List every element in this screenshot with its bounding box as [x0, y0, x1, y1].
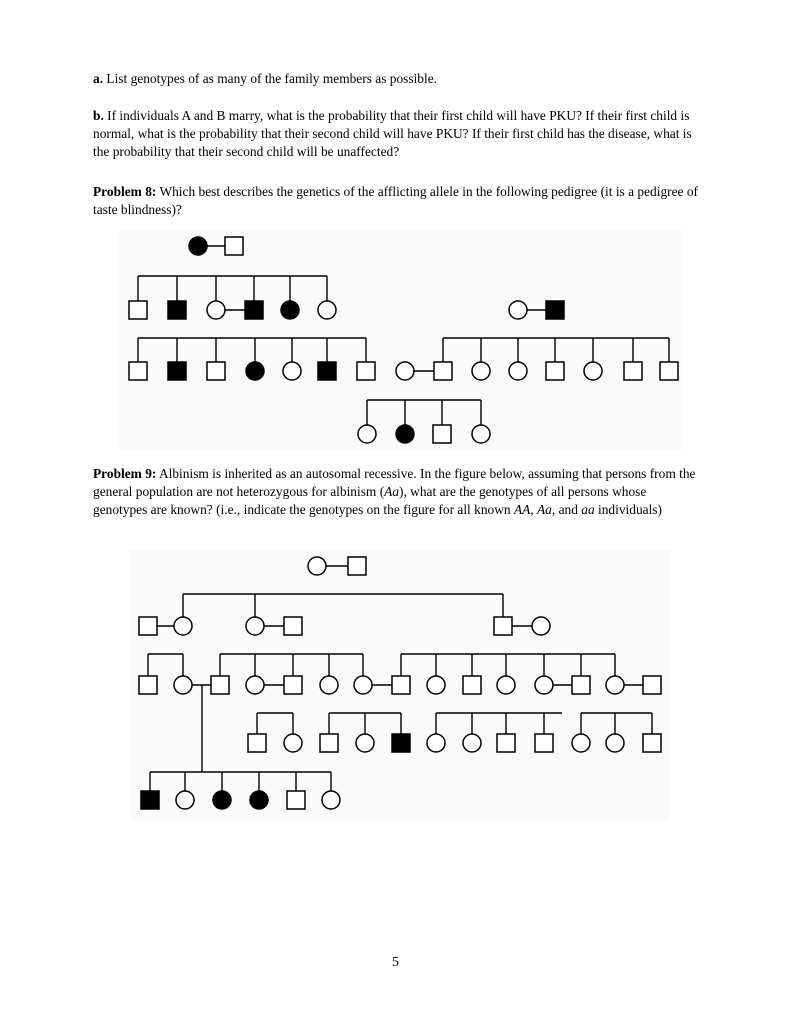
- problem-8-text: Which best describes the genetics of the afflicting allele in the following pedigree (it is a pedigree of taste blindness)?: [93, 184, 699, 217]
- affected-female-symbol: [396, 425, 414, 443]
- pedigree-9-svg: [130, 550, 670, 820]
- unaffected-female-symbol: [308, 557, 326, 575]
- genotype-aa: aa: [581, 502, 595, 517]
- unaffected-male-symbol: [139, 676, 157, 694]
- problem-8-label: Problem 8:: [93, 184, 157, 199]
- unaffected-male-symbol: [624, 362, 642, 380]
- unaffected-male-symbol: [284, 676, 302, 694]
- problem-9-text-2: ), what are the genotypes of all persons whose genotypes are known? (i.e., indicate the genotypes on the figure for all known: [93, 484, 647, 517]
- pedigree-8-svg: [118, 230, 683, 450]
- unaffected-male-symbol: [433, 425, 451, 443]
- unaffected-female-symbol: [322, 791, 340, 809]
- unaffected-male-symbol: [211, 676, 229, 694]
- affected-male-symbol: [546, 301, 564, 319]
- problem-8: [93, 183, 703, 219]
- unaffected-female-symbol: [207, 301, 225, 319]
- affected-male-symbol: [141, 791, 159, 809]
- unaffected-female-symbol: [283, 362, 301, 380]
- problem-9-label: Problem 9:: [93, 466, 157, 481]
- unaffected-female-symbol: [246, 676, 264, 694]
- unaffected-female-symbol: [497, 676, 515, 694]
- unaffected-female-symbol: [472, 425, 490, 443]
- problem-9-text-1: Albinism is inherited as an autosomal recessive. In the figure below, assuming that persons from the general population are not heterozygous for albinism (: [93, 466, 696, 499]
- affected-female-symbol: [246, 362, 264, 380]
- unaffected-female-symbol: [606, 676, 624, 694]
- question-b-label: b.: [93, 108, 104, 123]
- unaffected-male-symbol: [287, 791, 305, 809]
- unaffected-female-symbol: [174, 617, 192, 635]
- unaffected-female-symbol: [356, 734, 374, 752]
- question-a: [93, 70, 703, 88]
- unaffected-male-symbol: [572, 676, 590, 694]
- unaffected-male-symbol: [348, 557, 366, 575]
- affected-male-symbol: [168, 301, 186, 319]
- problem-9: [93, 465, 703, 519]
- unaffected-male-symbol: [129, 362, 147, 380]
- pedigree-figure-9: [130, 550, 670, 820]
- pedigree-figure-8: [118, 230, 683, 450]
- unaffected-male-symbol: [207, 362, 225, 380]
- affected-female-symbol: [189, 237, 207, 255]
- affected-male-symbol: [168, 362, 186, 380]
- unaffected-female-symbol: [176, 791, 194, 809]
- separator: , and: [551, 502, 582, 517]
- unaffected-female-symbol: [318, 301, 336, 319]
- unaffected-female-symbol: [532, 617, 550, 635]
- unaffected-male-symbol: [357, 362, 375, 380]
- unaffected-female-symbol: [463, 734, 481, 752]
- unaffected-female-symbol: [284, 734, 302, 752]
- affected-female-symbol: [250, 791, 268, 809]
- unaffected-male-symbol: [284, 617, 302, 635]
- unaffected-female-symbol: [427, 676, 445, 694]
- unaffected-male-symbol: [392, 676, 410, 694]
- question-a-label: a.: [93, 71, 104, 86]
- unaffected-female-symbol: [572, 734, 590, 752]
- unaffected-female-symbol: [358, 425, 376, 443]
- genotype-het: Aa: [384, 484, 400, 499]
- affected-male-symbol: [318, 362, 336, 380]
- unaffected-male-symbol: [434, 362, 452, 380]
- unaffected-male-symbol: [497, 734, 515, 752]
- unaffected-female-symbol: [509, 362, 527, 380]
- question-b: [93, 107, 703, 161]
- unaffected-female-symbol: [174, 676, 192, 694]
- unaffected-female-symbol: [427, 734, 445, 752]
- unaffected-male-symbol: [320, 734, 338, 752]
- affected-male-symbol: [392, 734, 410, 752]
- unaffected-male-symbol: [643, 734, 661, 752]
- unaffected-male-symbol: [463, 676, 481, 694]
- unaffected-female-symbol: [584, 362, 602, 380]
- unaffected-female-symbol: [472, 362, 490, 380]
- unaffected-male-symbol: [129, 301, 147, 319]
- unaffected-female-symbol: [320, 676, 338, 694]
- separator: ,: [530, 502, 537, 517]
- unaffected-female-symbol: [246, 617, 264, 635]
- unaffected-male-symbol: [535, 734, 553, 752]
- affected-male-symbol: [245, 301, 263, 319]
- unaffected-male-symbol: [225, 237, 243, 255]
- unaffected-female-symbol: [354, 676, 372, 694]
- affected-female-symbol: [213, 791, 231, 809]
- problem-9-text-3: individuals): [594, 502, 662, 517]
- question-a-text: List genotypes of as many of the family members as possible.: [106, 71, 438, 86]
- genotype-AA: AA: [513, 502, 531, 517]
- unaffected-male-symbol: [546, 362, 564, 380]
- unaffected-male-symbol: [660, 362, 678, 380]
- unaffected-female-symbol: [396, 362, 414, 380]
- question-b-text: If individuals A and B marry, what is the probability that their first child will have PKU? If their first child is normal, what is the probability that their second child will have PKU? If their first child has the disease, what is the probability that their second child will be unaffected?: [93, 108, 692, 159]
- unaffected-male-symbol: [494, 617, 512, 635]
- unaffected-male-symbol: [248, 734, 266, 752]
- page-number: 5: [392, 955, 399, 970]
- unaffected-female-symbol: [535, 676, 553, 694]
- unaffected-male-symbol: [643, 676, 661, 694]
- genotype-Aa: Aa: [537, 502, 552, 517]
- affected-female-symbol: [281, 301, 299, 319]
- unaffected-female-symbol: [509, 301, 527, 319]
- unaffected-male-symbol: [139, 617, 157, 635]
- unaffected-female-symbol: [606, 734, 624, 752]
